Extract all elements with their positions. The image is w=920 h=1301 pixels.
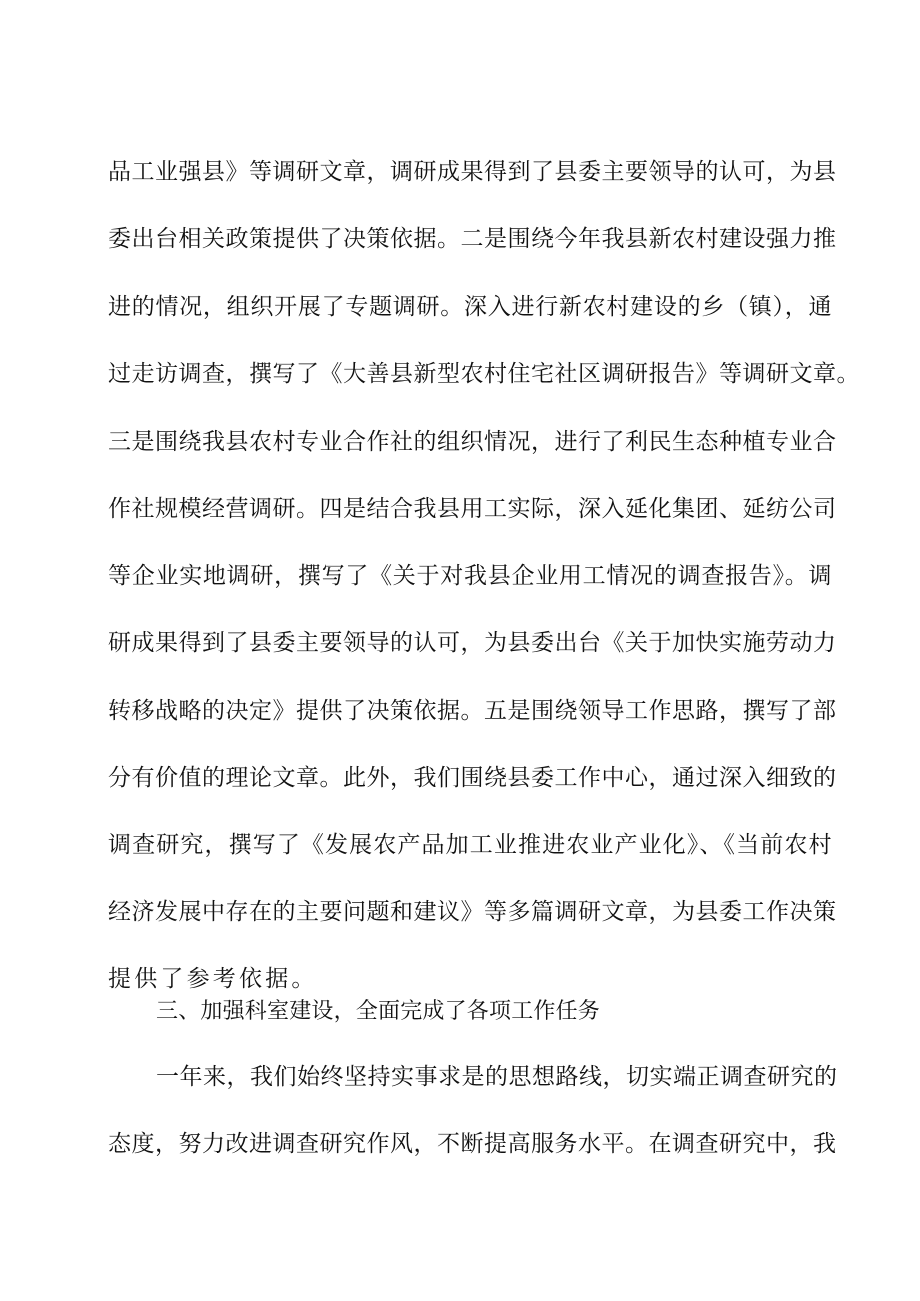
body-line-5: 三是围绕我县农村专业合作社的组织情况，进行了利民生态种植专业合 — [108, 429, 837, 455]
body-line-7: 等企业实地调研，撰写了《关于对我县企业用工情况的调查报告》。调 — [108, 563, 832, 589]
body-line-13: 提供了参考依据。 — [108, 966, 318, 992]
body-line-4: 过走访调查，撰写了《大善县新型农村住宅社区调研报告》等调研文章。 — [108, 361, 860, 387]
paragraph2-line-1: 一年来，我们始终坚持实事求是的思想路线，切实端正调查研究的 — [156, 1064, 838, 1090]
paragraph2-line-2: 态度，努力改进调查研究作风，不断提高服务水平。在调查研究中，我 — [108, 1131, 837, 1157]
body-line-2: 委出台相关政策提供了决策依据。二是围绕今年我县新农村建设强力推 — [108, 226, 837, 252]
body-line-6: 作社规模经营调研。四是结合我县用工实际，深入延化集团、延纺公司 — [108, 496, 837, 522]
body-line-1: 品工业强县》等调研文章，调研成果得到了县委主要领导的认可，为县 — [108, 159, 837, 185]
section-heading: 三、加强科室建设，全面完成了各项工作任务 — [156, 999, 601, 1024]
body-line-8: 研成果得到了县委主要领导的认可，为县委出台《关于加快实施劳动力 — [108, 630, 837, 656]
body-line-11: 调查研究，撰写了《发展农产品加工业推进农业产业化》、《当前农村 — [108, 832, 832, 858]
body-line-12: 经济发展中存在的主要问题和建议》等多篇调研文章，为县委工作决策 — [108, 899, 837, 925]
body-line-9: 转移战略的决定》提供了决策依据。五是围绕领导工作思路，撰写了部 — [108, 698, 837, 724]
body-line-10: 分有价值的理论文章。此外，我们围绕县委工作中心，通过深入细致的 — [108, 765, 837, 791]
body-line-3: 进的情况，组织开展了专题调研。深入进行新农村建设的乡（镇），通 — [108, 294, 832, 320]
